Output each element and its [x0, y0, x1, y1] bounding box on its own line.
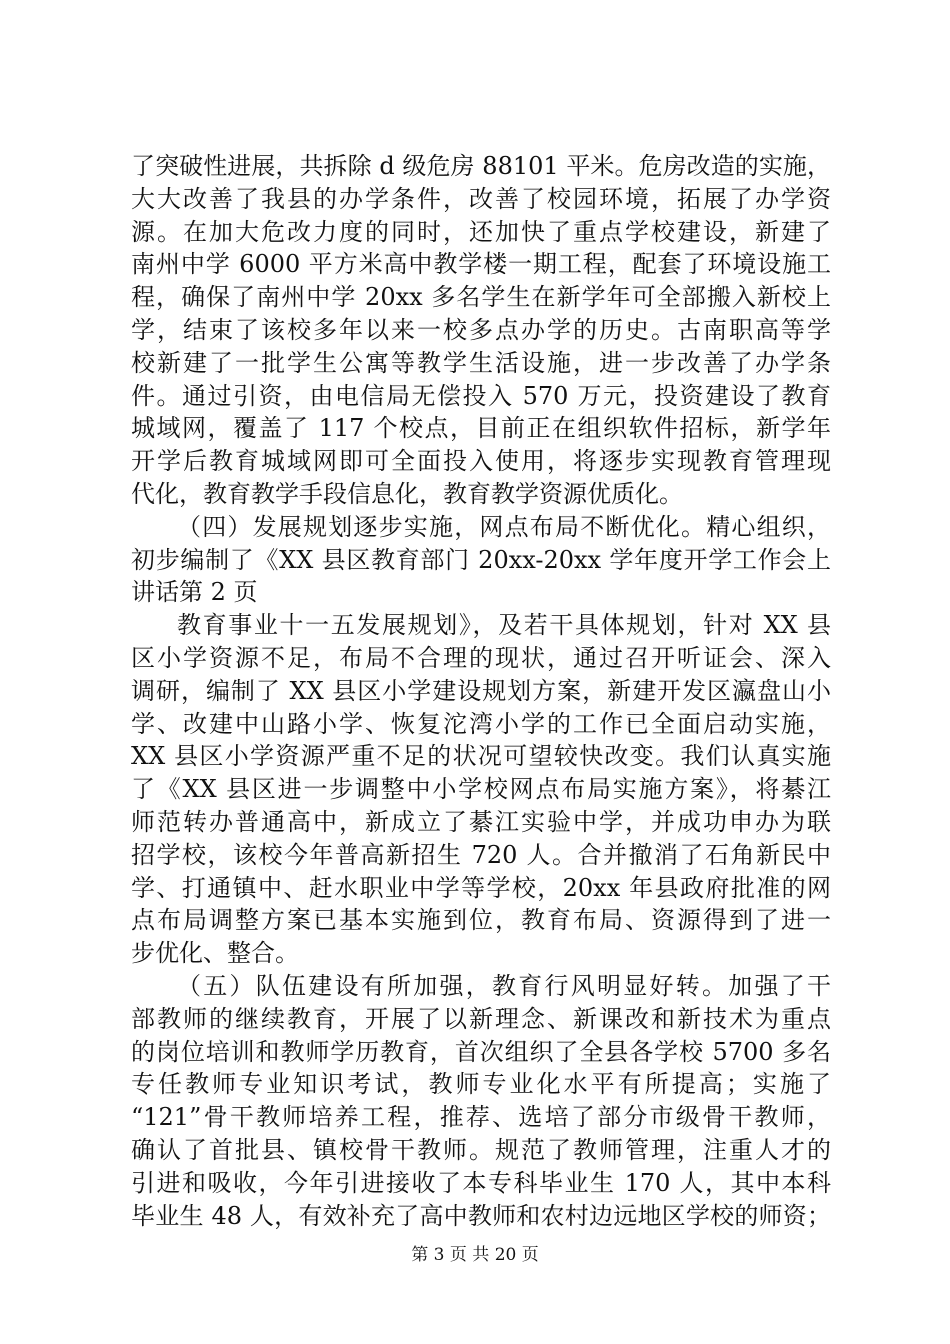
document-body: [131, 150, 831, 1232]
text-line: 教育事业十一五发展规划》，及若干具体规划，针对 XX 县: [177, 611, 831, 640]
text-line: 初步编制了《XX 县区教育部门 20xx-20xx 学年度开学工作会上: [131, 545, 831, 574]
page-footer: 第 3 页 共 20 页: [411, 1245, 539, 1265]
text-line: 代化，教育教学手段信息化，教育教学资源优质化。: [131, 479, 683, 508]
text-line: 专任教师专业知识考试，教师专业化水平有所提高；实施了: [131, 1070, 831, 1099]
text-line: 讲话第 2 页: [131, 578, 258, 607]
text-line: 城域网，覆盖了 117 个校点，目前正在组织软件招标，新学年: [131, 414, 831, 443]
text-line: XX 县区小学资源严重不足的状况可望较快改变。我们认真实施: [131, 742, 831, 771]
text-line: “121”骨干教师培养工程，推荐、选培了部分市级骨干教师，: [131, 1103, 831, 1132]
text-line: 开学后教育城域网即可全面投入使用，将逐步实现教育管理现: [131, 447, 831, 476]
text-line: 了《XX 县区进一步调整中小学校网点布局实施方案》，将綦江: [131, 775, 831, 804]
text-line: 校新建了一批学生公寓等教学生活设施，进一步改善了办学条: [131, 348, 831, 377]
text-line: （五）队伍建设有所加强，教育行风明显好转。加强了干: [177, 971, 831, 1000]
text-line: 的岗位培训和教师学历教育，首次组织了全县各学校 5700 多名: [131, 1037, 831, 1066]
text-line: 毕业生 48 人，有效补充了高中教师和农村边远地区学校的师资；: [131, 1201, 831, 1230]
text-line: 点布局调整方案已基本实施到位，教育布局、资源得到了进一: [131, 906, 831, 935]
text-line: 区小学资源不足，布局不合理的现状，通过召开听证会、深入: [131, 643, 831, 672]
text-line: 大大改善了我县的办学条件，改善了校园环境，拓展了办学资: [131, 184, 831, 213]
text-line: 件。通过引资，由电信局无偿投入 570 万元，投资建设了教育: [131, 381, 831, 410]
text-line: 源。在加大危改力度的同时，还加快了重点学校建设，新建了: [131, 217, 831, 246]
text-line: 调研，编制了 XX 县区小学建设规划方案，新建开发区瀛盘山小: [131, 676, 831, 705]
text-line: 师范转办普通高中，新成立了綦江实验中学，并成功申办为联: [131, 807, 831, 836]
text-line: 学、改建中山路小学、恢复沱湾小学的工作已全面启动实施，: [131, 709, 831, 738]
text-line: （四）发展规划逐步实施，网点布局不断优化。精心组织，: [177, 512, 831, 541]
text-line: 招学校，该校今年普高新招生 720 人。合并撤消了石角新民中: [131, 840, 831, 869]
text-line: 学、打通镇中、赶水职业中学等学校，20xx 年县政府批准的网: [131, 873, 831, 902]
text-line: 学，结束了该校多年以来一校多点办学的历史。古南职高等学: [131, 315, 831, 344]
text-line: 确认了首批县、镇校骨干教师。规范了教师管理，注重人才的: [131, 1135, 831, 1164]
text-line: 步优化、整合。: [131, 939, 299, 968]
text-line: 部教师的继续教育，开展了以新理念、新课改和新技术为重点: [131, 1004, 831, 1033]
text-line: 程，确保了南州中学 20xx 多名学生在新学年可全部搬入新校上: [131, 283, 831, 312]
text-line: 了突破性进展，共拆除 d 级危房 88101 平米。危房改造的实施，: [131, 152, 831, 180]
text-line: 引进和吸收，今年引进接收了本专科毕业生 170 人，其中本科: [131, 1168, 831, 1197]
text-line: 南州中学 6000 平方米高中教学楼一期工程，配套了环境设施工: [131, 250, 831, 279]
